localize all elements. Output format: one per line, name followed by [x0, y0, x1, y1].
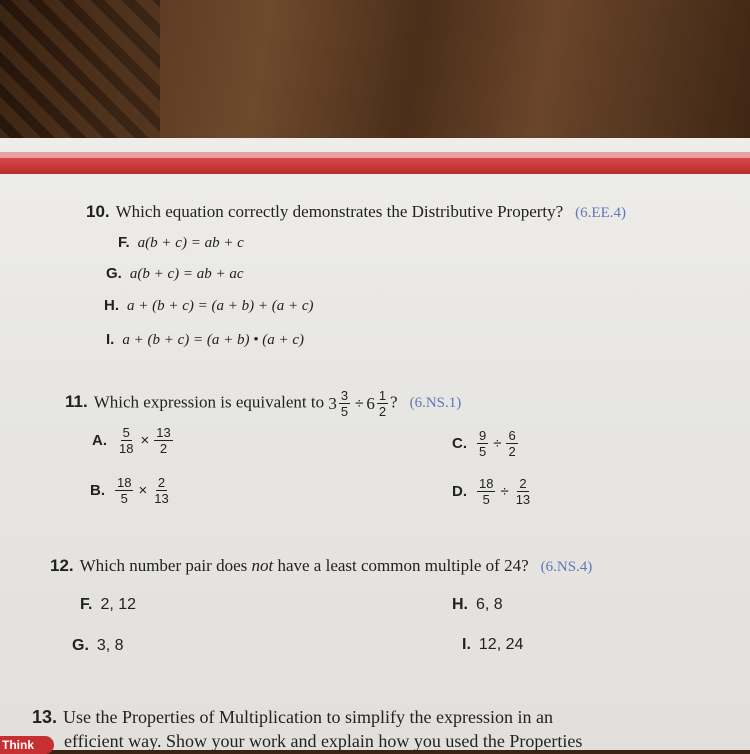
question-text: Which expression is equivalent to [93, 392, 325, 412]
question-number: 13. [32, 707, 58, 727]
option-h[interactable]: H. a + (b + c) = (a + b) + (a + c) [104, 297, 314, 314]
question-number: 11. [65, 392, 88, 412]
option-g[interactable]: G. a(b + c) = ab + ac [106, 265, 244, 282]
option-c[interactable]: C. $\frac{9}{5}$ ÷ $\frac{6}{2}$ [452, 428, 516, 459]
question-13: 13. Use the Properties of Multiplication to simplify the expression in an [32, 707, 553, 727]
question-13-line-2: efficient way. Show your work and explain how you used the Properties [64, 731, 583, 751]
option-f[interactable]: F. a(b + c) = ab + c [118, 234, 244, 251]
page-header-stripe-red [0, 158, 750, 174]
question-11: 11. Which expression is equivalent to 3 $\frac{3}{5}$ ÷ 6 $\frac{1}{2}$ ? (6.NS.1) [65, 388, 462, 419]
wooden-table-background [0, 0, 750, 150]
option-d[interactable]: D. $\frac{18}{5}$ ÷ $\frac{2}{13}$ [452, 476, 531, 507]
option-h[interactable]: H. 6, 8 [452, 596, 503, 613]
option-b[interactable]: B. $\frac{18}{5}$ × $\frac{2}{13}$ [90, 475, 169, 506]
question-text: Which equation correctly demonstrates the Distributive Property? [115, 202, 564, 221]
mixed-number-2: 6 $\frac{1}{2}$ [366, 388, 387, 419]
question-number: 12. [50, 556, 74, 575]
option-i[interactable]: I. 12, 24 [462, 636, 524, 653]
question-number: 10. [86, 202, 110, 221]
option-g[interactable]: G. 3, 8 [72, 637, 124, 654]
wood-grain [0, 0, 160, 150]
question-10 [86, 202, 626, 222]
option-f[interactable]: F. 2, 12 [80, 596, 137, 613]
question-12: 12. Which number pair does not have a least common multiple of 24? (6.NS.4) [50, 556, 593, 575]
option-a[interactable]: A. $\frac{5}{18}$ × $\frac{13}{2}$ [92, 425, 171, 456]
think-tag: Think [0, 736, 54, 754]
standard-code: (6.NS.4) [540, 559, 593, 575]
standard-code: (6.EE.4) [575, 205, 626, 221]
mixed-number-1: 3 $\frac{3}{5}$ [328, 388, 349, 419]
standard-code: (6.NS.1) [409, 395, 462, 412]
option-i[interactable]: I. a + (b + c) = (a + b) • (a + c) [106, 331, 304, 348]
